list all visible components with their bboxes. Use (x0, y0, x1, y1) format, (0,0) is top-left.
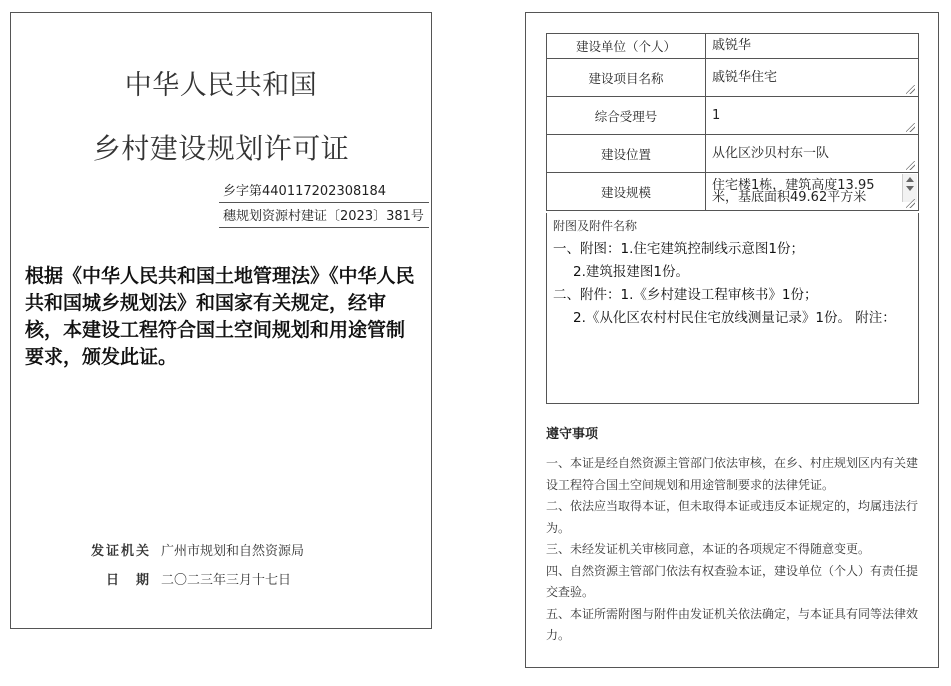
scroll-down-icon[interactable] (906, 186, 914, 191)
scale-line-2: 米，基底面积49.62平方米 (712, 189, 867, 205)
field-value: 戚锐华 (712, 38, 752, 53)
issuer-label: 发证机关 (90, 544, 151, 559)
attachment-line: 2.《从化区农村村民住宅放线测量记录》1份。 附注： (573, 310, 896, 326)
attachments-box (546, 213, 919, 404)
declaration-text (25, 263, 421, 371)
date-value: 二〇二三年三月十七日 (161, 573, 292, 588)
resize-handle-icon[interactable] (906, 85, 915, 94)
scroll-up-icon[interactable] (906, 177, 914, 182)
field-row-location (547, 135, 919, 173)
field-row-acceptance-no (547, 97, 919, 135)
date-row (71, 569, 291, 588)
permit-fields-table (546, 33, 919, 211)
country-title: 中华人民共和国 (124, 70, 318, 101)
notice-item: 五、本证所需附图与附件由发证机关依法确定，与本证具有同等法律效力。 (546, 606, 919, 642)
notice-item: 三、未经发证机关审核同意，本证的各项规定不得随意变更。 (546, 542, 871, 556)
permit-number: 乡字第440117202308184 (219, 181, 429, 203)
attachment-line: 二、附件：1.《乡村建设工程审核书》1份； (553, 287, 818, 303)
location-field[interactable] (706, 135, 919, 173)
field-label: 建设项目名称 (547, 59, 706, 97)
declaration-paragraph: 根据《中华人民共和国土地管理法》《中华人民共和国城乡规划法》和国家有关规定，经审核，本建设工程符合国土空间规划和用途管制要求，颁发此证。 (25, 265, 415, 368)
field-row-owner (547, 34, 919, 59)
notice-item: 四、自然资源主管部门依法有权查验本证，建设单位（个人）有责任提交查验。 (546, 563, 919, 599)
resize-handle-icon[interactable] (906, 161, 915, 170)
field-row-scale (547, 173, 919, 211)
issuer-value: 广州市规划和自然资源局 (161, 544, 305, 559)
permit-title: 乡村建设规划许可证 (92, 132, 350, 165)
field-value: 戚锐华住宅 (712, 69, 778, 85)
owner-field[interactable] (706, 34, 919, 59)
field-label: 建设位置 (547, 135, 706, 173)
permit-front-page (10, 12, 432, 629)
field-label: 建设规模 (547, 173, 706, 211)
date-label: 日 期 (105, 573, 151, 588)
notice-item: 二、依法应当取得本证，但未取得本证或违反本证规定的，均属违法行为。 (546, 499, 919, 535)
attachments-header: 附图及附件名称 (553, 219, 638, 233)
scale-field[interactable] (706, 173, 919, 211)
scale-line-1: 住宅楼1栋，建筑高度13.95 (712, 177, 875, 193)
notice-item: 一、本证是经自然资源主管部门依法审核，在乡、村庄规划区内有关建设工程符合国土空间规划和用途管制要求的法律凭证。 (546, 456, 919, 492)
field-value: 从化区沙贝村东一队 (712, 145, 830, 161)
issuer-row (71, 540, 304, 559)
project-name-field[interactable] (706, 59, 919, 97)
attachment-line: 一、附图：1.住宅建筑控制线示意图1份； (553, 241, 804, 257)
field-label: 综合受理号 (547, 97, 706, 135)
field-row-project-name (547, 59, 919, 97)
resize-handle-icon[interactable] (906, 123, 915, 132)
permit-document-number: 穗规划资源村建证〔2023〕381号 (219, 206, 429, 228)
attachment-line: 2.建筑报建图1份。 (573, 264, 689, 280)
acceptance-number-field[interactable] (706, 97, 919, 135)
notice-list (546, 453, 922, 647)
notice-title: 遵守事项 (546, 427, 599, 442)
permit-back-page (525, 12, 939, 668)
resize-handle-icon[interactable] (906, 199, 915, 208)
scrollbar[interactable] (902, 174, 917, 202)
field-value (706, 175, 918, 209)
field-value: 1 (712, 107, 721, 123)
field-label: 建设单位（个人） (547, 34, 706, 59)
